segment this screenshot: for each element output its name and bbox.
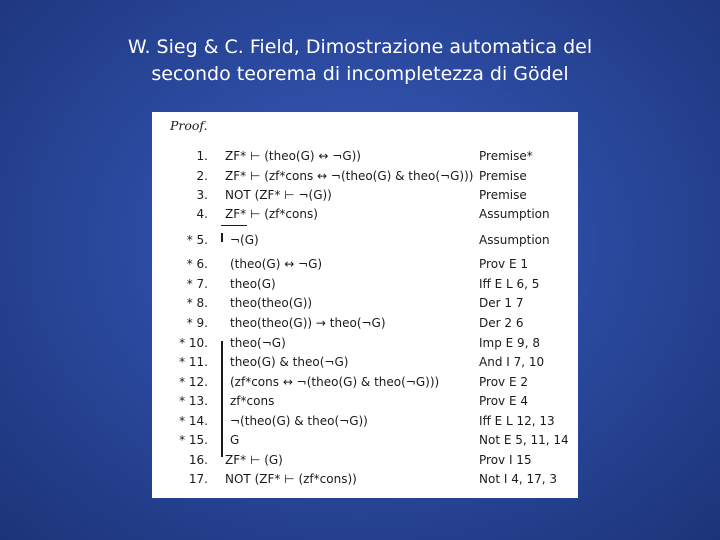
line-number: 4. xyxy=(196,207,208,221)
line-formula: ZF* ⊢ (zf*cons) xyxy=(225,207,318,221)
line-number: * 8. xyxy=(186,296,208,310)
proof-line xyxy=(152,231,578,249)
line-justification: Der 1 7 xyxy=(479,296,524,310)
proof-line xyxy=(152,275,578,293)
proof-line xyxy=(152,470,578,488)
proof-line xyxy=(152,392,578,410)
line-justification: Prov E 1 xyxy=(479,257,528,271)
line-justification: Iff E L 12, 13 xyxy=(479,414,555,428)
proof-heading: Proof. xyxy=(170,118,208,133)
line-formula: theo(G) xyxy=(230,277,276,291)
line-number: 1. xyxy=(196,149,208,163)
line-justification: Prov E 4 xyxy=(479,394,528,408)
line-number: * 12. xyxy=(179,375,208,389)
line-formula: ¬(G) xyxy=(230,233,259,247)
line-number: * 6. xyxy=(186,257,208,271)
slide-title xyxy=(0,34,720,88)
line-formula: ZF* ⊢ (theo(G) ↔ ¬G)) xyxy=(225,149,361,163)
proof-line xyxy=(152,451,578,469)
line-justification: Prov I 15 xyxy=(479,453,532,467)
proof-line xyxy=(152,412,578,430)
line-justification: Der 2 6 xyxy=(479,316,524,330)
proof-line xyxy=(152,255,578,273)
proof-line xyxy=(152,205,578,223)
line-formula: NOT (ZF* ⊢ ¬(G)) xyxy=(225,188,332,202)
line-justification: Premise* xyxy=(479,149,533,163)
proof-line xyxy=(152,373,578,391)
line-justification: Not I 4, 17, 3 xyxy=(479,472,557,486)
line-number: 3. xyxy=(196,188,208,202)
proof-line xyxy=(152,431,578,449)
slide-title-line-1: W. Sieg & C. Field, Dimostrazione automatica del xyxy=(127,36,593,58)
line-formula: ZF* ⊢ (G) xyxy=(225,453,283,467)
line-number: * 15. xyxy=(179,433,208,447)
proof-line xyxy=(152,294,578,312)
line-number: 16. xyxy=(188,453,208,467)
line-justification: Iff E L 6, 5 xyxy=(479,277,540,291)
line-formula: theo(G) & theo(¬G) xyxy=(230,355,349,369)
proof-line xyxy=(152,186,578,204)
slide-title-line-2: secondo teorema di incompletezza di Gödel xyxy=(151,63,569,85)
line-number: * 14. xyxy=(179,414,208,428)
line-justification: Imp E 9, 8 xyxy=(479,336,540,350)
proof-image xyxy=(152,112,578,498)
proof-line xyxy=(152,353,578,371)
line-formula: ¬(theo(G) & theo(¬G)) xyxy=(230,414,368,428)
proof-line xyxy=(152,147,578,165)
line-justification: Assumption xyxy=(479,233,550,247)
proof-line xyxy=(152,167,578,185)
line-number: * 13. xyxy=(179,394,208,408)
line-formula: theo(¬G) xyxy=(230,336,286,350)
proof-line xyxy=(152,334,578,352)
line-formula: (zf*cons ↔ ¬(theo(G) & theo(¬G))) xyxy=(230,375,440,389)
proof-line xyxy=(152,314,578,332)
line-justification: Premise xyxy=(479,169,527,183)
line-formula: (theo(G) ↔ ¬G) xyxy=(230,257,323,271)
line-justification: And I 7, 10 xyxy=(479,355,545,369)
line-justification: Not E 5, 11, 14 xyxy=(479,433,569,447)
line-formula: zf*cons xyxy=(230,394,275,408)
line-justification: Assumption xyxy=(479,207,550,221)
assumption-underline xyxy=(221,225,247,226)
line-number: * 7. xyxy=(186,277,208,291)
line-formula: theo(theo(G)) → theo(¬G) xyxy=(230,316,386,330)
line-formula: G xyxy=(230,433,240,447)
line-justification: Prov E 2 xyxy=(479,375,528,389)
line-formula: NOT (ZF* ⊢ (zf*cons)) xyxy=(225,472,357,486)
line-number: 17. xyxy=(188,472,208,486)
line-justification: Premise xyxy=(479,188,527,202)
line-number: * 5. xyxy=(186,233,208,247)
line-number: * 10. xyxy=(179,336,208,350)
line-number: 2. xyxy=(196,169,208,183)
line-formula: theo(theo(G)) xyxy=(230,296,313,310)
line-formula: ZF* ⊢ (zf*cons ↔ ¬(theo(G) & theo(¬G))) xyxy=(225,169,474,183)
line-number: * 9. xyxy=(186,316,208,330)
line-number: * 11. xyxy=(179,355,208,369)
